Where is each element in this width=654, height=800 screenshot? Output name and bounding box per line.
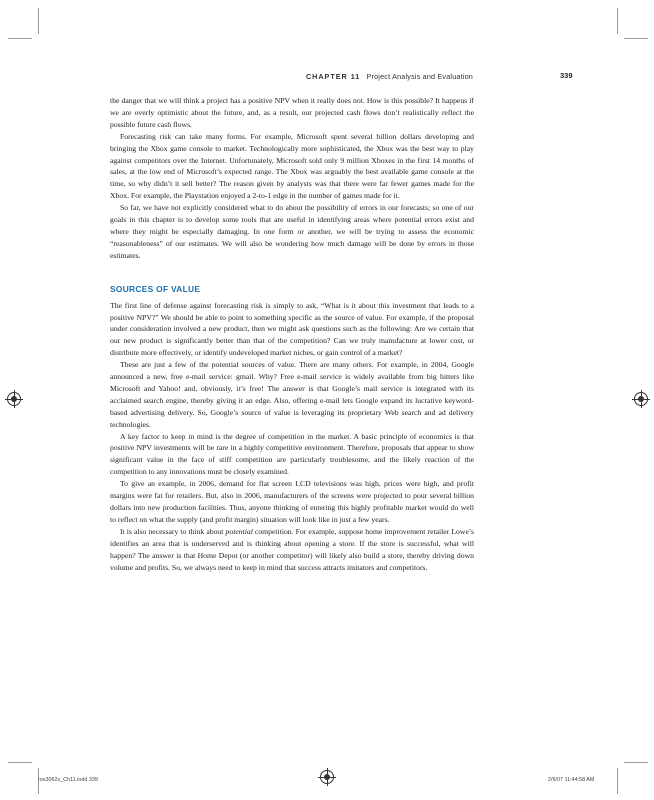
paragraph: the danger that we will think a project has a positive NPV when it really does not. How is this possible? It happens if we are overly optimistic about the future, and, as a result, our projected cash flows don’t realistically reflect the possible future cash flows.	[110, 96, 474, 129]
registration-mark-icon	[7, 392, 21, 406]
paragraph: A key factor to keep in mind is the degree of competition in the market. A basic principle of economics is that positive NPV investments will be rare in a highly competitive environment. Therefore, proposals that appear to show significant value in the face of stiff competition are particularly troublesome, and the likely reaction of the competition to any innovations must be closely examined.	[110, 431, 474, 477]
paragraph-text: It is also necessary to think about	[120, 526, 226, 536]
running-header	[110, 72, 473, 81]
registration-mark-icon	[634, 392, 648, 406]
crop-mark	[617, 768, 618, 794]
print-timestamp: 2/9/07 11:44:58 AM	[548, 777, 595, 783]
paragraph: Forecasting risk can take many forms. For example, Microsoft spent several billion dollars developing and bringing the Xbox game console to market. Technologically more sophisticated, the Xbox was the best way to play against competitors over the Internet. Unfortunately, Microsoft sold only 9 million Xboxes in the first 14 months of sales, at the low end of Microsoft’s expected range. The Xbox was arguably the best available game console at the time, so why didn’t it sell better? The reason given by analysts was that there were far fewer games made for the Xbox. For example, the Playstation enjoyed a 2-to-1 edge in the number of games made for it.	[110, 131, 474, 201]
paragraph: To give an example, in 2006, demand for flat screen LCD televisions was high, prices were high, and profit margins were fat for retailers. But, also in 2006, manufacturers of the screens were projected to pour several billion dollars into new production facilities. Thus, anyone thinking of entering this highly profitable market would do well to reflect on what the supply (and profit margin) situation will look like in just a few years.	[110, 479, 474, 524]
file-slug: ros3062x_Ch11.indd 339	[38, 777, 98, 783]
paragraph: So far, we have not explicitly considered what to do about the possibility of errors in our forecasts; so one of our goals in this chapter is to develop some tools that are useful in identifying areas where potential errors exist and where they might be especially damaging. In one form or another, we will be trying to assess the economic “reasonableness” of our estimates. We will also be wondering how much damage will be done by errors in those estimates.	[110, 203, 474, 260]
crop-mark	[624, 38, 648, 39]
registration-mark-icon	[320, 770, 334, 784]
page-body	[110, 95, 474, 573]
paragraph: The first line of defense against forecasting risk is simply to ask, “What is it about this investment that leads to a positive NPV?” We should be able to point to something specific as the source of value. For example, if the proposal under consideration involved a new product, then we might ask questions such as the following: Are we certain that our new product is significantly better than that of the competition? Can we truly manufacture at lower cost, or distribute more effectively, or identify undeveloped market niches, or gain control of a market?	[110, 300, 474, 358]
chapter-title: Project Analysis and Evaluation	[366, 72, 473, 81]
chapter-label: CHAPTER 11	[305, 72, 361, 81]
paragraph-text: competition. For example, suppose home improvement retailer Lowe’s identifies an area that is underserved and is thinking about opening a store. If the store is successful, what will happen? The answer is that Home Depot (or another competitor) will likely also build a store, thereby driving down volume and profits. So, we always need to keep in mind that success attracts imitators and competitors.	[110, 526, 474, 572]
crop-mark	[8, 38, 32, 39]
crop-mark	[617, 8, 618, 34]
crop-mark	[624, 762, 648, 763]
crop-mark	[8, 762, 32, 763]
paragraph	[110, 526, 474, 574]
section-heading: SOURCES OF VALUE	[110, 283, 201, 294]
page-number: 339	[560, 71, 573, 80]
crop-mark	[38, 8, 39, 34]
emphasis-text: potential	[225, 526, 253, 536]
paragraph: These are just a few of the potential sources of value. There are many others. For example, in 2004, Google announced a new, free e-mail service: gmail. Why? Free e-mail service is widely available from big hitters like Microsoft and Yahoo! and, obviously, it’s free! The answer is that Google’s mail service is integrated with its acclaimed search engine, thereby giving it an edge. Also, offering e-mail lets Google expand its lucrative keyword-based advertising delivery. So, Google’s source of value is leveraging its proprietary Web search and ad delivery technologies.	[110, 360, 474, 429]
